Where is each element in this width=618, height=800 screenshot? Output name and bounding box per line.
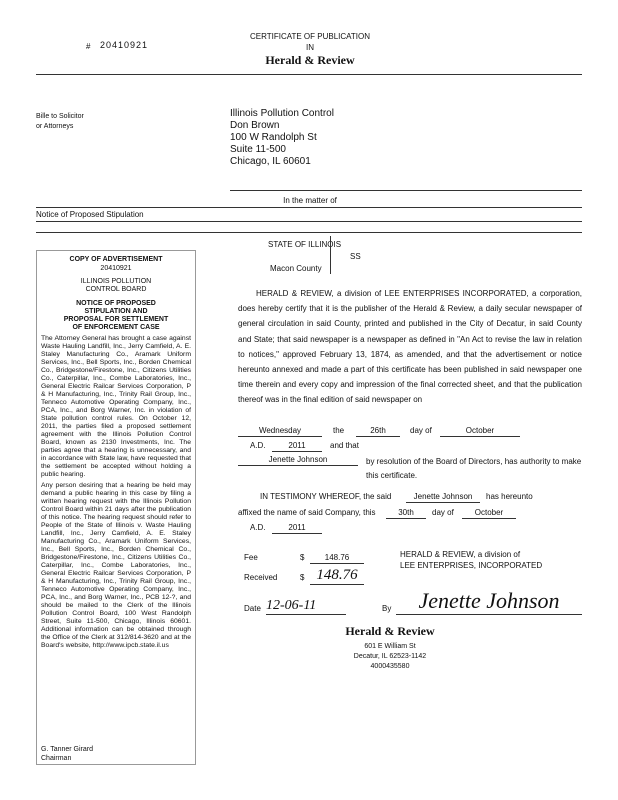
and-that-label: and that	[330, 441, 359, 450]
notice-body	[41, 335, 191, 653]
order-number: 20410921	[100, 40, 149, 50]
by-label: By	[382, 604, 392, 613]
notice-title-line: OF ENFORCEMENT CASE	[72, 324, 160, 331]
bill-to-label: Bille to Solicitor	[36, 113, 84, 120]
attorneys-label: or Attorneys	[36, 123, 74, 130]
addressee-line: Suite 11-500	[230, 144, 286, 155]
sign-day: 30th	[386, 508, 426, 519]
received-label: Received	[244, 573, 278, 582]
venue-brace	[330, 236, 331, 274]
notice-title-line: PROPOSAL FOR SETTLEMENT	[63, 316, 169, 323]
ss-label: SS	[350, 252, 361, 261]
handwritten-signature: Jenette Johnson	[396, 588, 582, 615]
certificate-title: CERTIFICATE OF PUBLICATION	[249, 32, 370, 41]
sign-day-of: day of	[432, 508, 454, 517]
agency-line: CONTROL BOARD	[85, 286, 147, 293]
affixed-text: affixed the name of said Company, this	[238, 508, 376, 517]
received-symbol: $	[300, 573, 305, 582]
addressee-block	[230, 108, 334, 168]
received-amount: 148.76	[310, 566, 364, 585]
notice-title-line: NOTICE OF PROPOSED	[76, 300, 156, 307]
testimony-person: Jenette Johnson	[406, 492, 480, 503]
advertisement-clipping	[36, 250, 196, 765]
matter-heading: In the matter of	[283, 196, 337, 205]
notice-paragraph: Any person desiring that a hearing be held may demand a public hearing in this case by filing a written hearing request with the Illinois Pollution Control Board within 21 days after the publication of this notice. The hearing request should refer to People of the State of Illinois v. Waste Hauling Landfill, Inc., Jerry Camfield, A. E. Staley Manufacturing Co., Aramark Uniform Services, Inc., Bell Sports, Inc., Borden Chemical Co., Bridgestone/Firestone, Inc., Citizens Utilities Co., Caterpillar, Inc., Combe Laboratories, Inc., General Electric Railcar Services Corporation, P & H Manufacturing, Inc., Trinity Rail Group, Inc., Tenneco Automotive Operating Company, Inc., PCA, Inc., and Borg Warner, Inc., PCB 12-?, and should be mailed to the Clerk of the Illinois Pollution Control Board, 100 West Randolph Street, Suite 11-500, Chicago, Illinois 60601. Additional information can be obtained through the Office of the Clerk at 312/814-3620 and at the Board's website, http://www.ipcb.state.il.us	[41, 482, 191, 649]
addressee-line: Chicago, IL 60601	[230, 156, 311, 167]
sign-ad-label: A.D.	[250, 523, 266, 532]
addressee-divider	[230, 190, 582, 191]
footer-phone: 4000435580	[370, 663, 410, 670]
testimony-hereunto: has hereunto	[486, 492, 533, 501]
footer-newspaper: Herald & Review	[345, 624, 435, 638]
sign-month: October	[462, 508, 516, 519]
footer-address: 601 E William St	[364, 643, 416, 650]
testimony-intro: IN TESTIMONY WHEREOF, the said	[260, 492, 392, 501]
matter-subject: Notice of Proposed Stipulation	[36, 210, 144, 219]
addressee-line: Illinois Pollution Control	[230, 108, 334, 119]
resolution-text: by resolution of the Board of Directors, has authority to make this certificate.	[366, 457, 582, 480]
advertisement-number: 20410921	[100, 265, 132, 272]
company-line: LEE ENTERPRISES, INCORPORATED	[400, 561, 543, 570]
header-divider	[36, 74, 582, 75]
signer-name: G. Tanner Girard	[41, 746, 94, 753]
ad-label: A.D.	[250, 441, 266, 450]
county-label: Macon County	[270, 264, 322, 273]
date-label: Date	[244, 604, 261, 613]
agency-line: ILLINOIS POLLUTION	[80, 278, 152, 285]
the-label: the	[333, 426, 345, 435]
company-line: HERALD & REVIEW, a division of	[400, 550, 521, 559]
publication-day: 26th	[356, 426, 400, 437]
newspaper-name: Herald & Review	[265, 53, 355, 67]
advertisement-heading: COPY OF ADVERTISEMENT	[69, 256, 163, 263]
matter-mid-rule	[36, 221, 582, 222]
state-label: STATE OF ILLINOIS	[268, 240, 342, 249]
addressee-line: Don Brown	[230, 120, 280, 131]
fee-amount: 148.76	[310, 553, 364, 564]
signature-date: 12-06-11	[266, 598, 346, 615]
publication-weekday: Wednesday	[238, 426, 322, 437]
fee-symbol: $	[300, 553, 305, 562]
footer-city: Decatur, IL 62523-1142	[353, 653, 427, 660]
matter-top-rule	[36, 207, 582, 208]
publication-year: 2011	[272, 441, 322, 452]
certificate-body: HERALD & REVIEW, a division of LEE ENTERPRISES INCORPORATED, a corporation, does hereby certify that it is the publisher of the Herald & Review, a daily secular newspaper of general circulation in said County, printed and published in the City of Decatur, in said County and State; that said newspaper is a newspaper as defined in "An Act to revise the law in relation to notices," approved February 13, 1874, as amended, and that the advertisement or notice hereunto annexed and made a part of this certificate has been published in said newspaper one time therein and every copy and impression of the final corrected sheet, and that the publication thereof was in the final edition of said newspaper on	[238, 289, 582, 405]
order-number-prefix: #	[86, 42, 91, 51]
notice-paragraph: The Attorney General has brought a case against Waste Hauling Landfill, Inc., Jerry Camfield, A. E. Staley Manufacturing Co., Aramark Uniform Services, Inc., Bell Sports, Inc., Borden Chemical Co., Bridgestone/Firestone, Inc., Citizens Utilities Co., Caterpillar, Inc., Combe Laboratories, Inc., General Electric Railcar Services Corporation, P & H Manufacturing, Inc., Trinity Rail Group, Inc., Tenneco Automotive Operating Company, Inc., PCA, Inc., and Borg Warner, Inc. in violation of State pollution control rules. On October 12, 2011, the parties filed a proposed settlement agreement with the Illinois Pollution Control Board, known as 2130 Investments, Inc. The parties agree that a hearing is unnecessary, and in accordance with State law, have requested that the settlement be accepted without holding a public hearing.	[41, 335, 191, 478]
matter-bottom-rule	[36, 232, 582, 233]
sign-year: 2011	[272, 523, 322, 534]
signer-title: Chairman	[41, 755, 72, 762]
authorized-person: Jenette Johnson	[238, 455, 358, 466]
publication-month: October	[440, 426, 520, 437]
day-of-label: day of	[410, 426, 432, 435]
notice-title-line: STIPULATION AND	[84, 308, 148, 315]
fee-label: Fee	[244, 553, 258, 562]
certificate-title-in: IN	[306, 43, 314, 52]
addressee-line: 100 W Randolph St	[230, 132, 317, 143]
